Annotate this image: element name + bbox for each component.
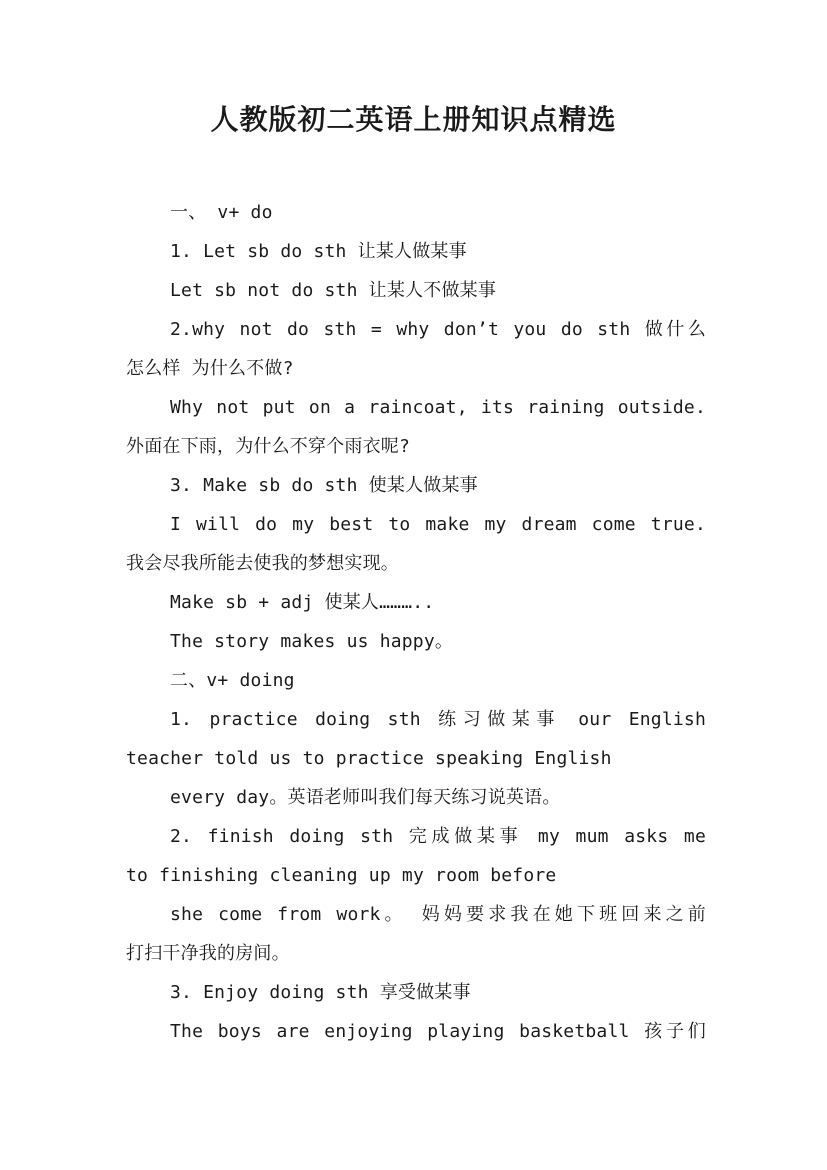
text-line: 我会尽我所能去使我的梦想实现。 <box>126 553 399 574</box>
text-line: 2.why not do sth = why don’t you do sth 做什么 <box>170 319 706 340</box>
text-line: Let sb not do sth 让某人不做某事 <box>170 280 497 301</box>
text-line: Why not put on a raincoat, its raining outside. <box>170 397 706 418</box>
document-body <box>126 193 706 1051</box>
text-line: 1. Let sb do sth 让某人做某事 <box>170 241 467 262</box>
text-line: 打扫干净我的房间。 <box>126 943 290 964</box>
section-heading: 二、v+ doing <box>170 670 295 691</box>
text-line: 2. finish doing sth 完成做某事 my mum asks me <box>170 826 706 847</box>
text-line: 1. practice doing sth 练习做某事 our English <box>170 709 706 730</box>
text-line: she come from work。 妈妈要求我在她下班回来之前 <box>170 904 706 925</box>
text-line: 3. Enjoy doing sth 享受做某事 <box>170 982 471 1003</box>
text-line: The boys are enjoying playing basketball 孩子们 <box>170 1021 706 1042</box>
text-line: every day。英语老师叫我们每天练习说英语。 <box>170 787 561 808</box>
text-line: 怎么样 为什么不做? <box>126 358 294 379</box>
section-heading: 一、 v+ do <box>170 202 273 223</box>
text-line: The story makes us happy。 <box>170 631 454 652</box>
text-line: to finishing cleaning up my room before <box>126 865 557 886</box>
text-line: 3. Make sb do sth 使某人做某事 <box>170 475 478 496</box>
page-title: 人教版初二英语上册知识点精选 <box>210 103 617 136</box>
text-line: 外面在下雨，为什么不穿个雨衣呢? <box>126 436 411 457</box>
text-line: Make sb + adj 使某人……….. <box>170 592 435 613</box>
text-line: I will do my best to make my dream come true. <box>170 514 706 535</box>
text-line: teacher told us to practice speaking English <box>126 748 612 769</box>
